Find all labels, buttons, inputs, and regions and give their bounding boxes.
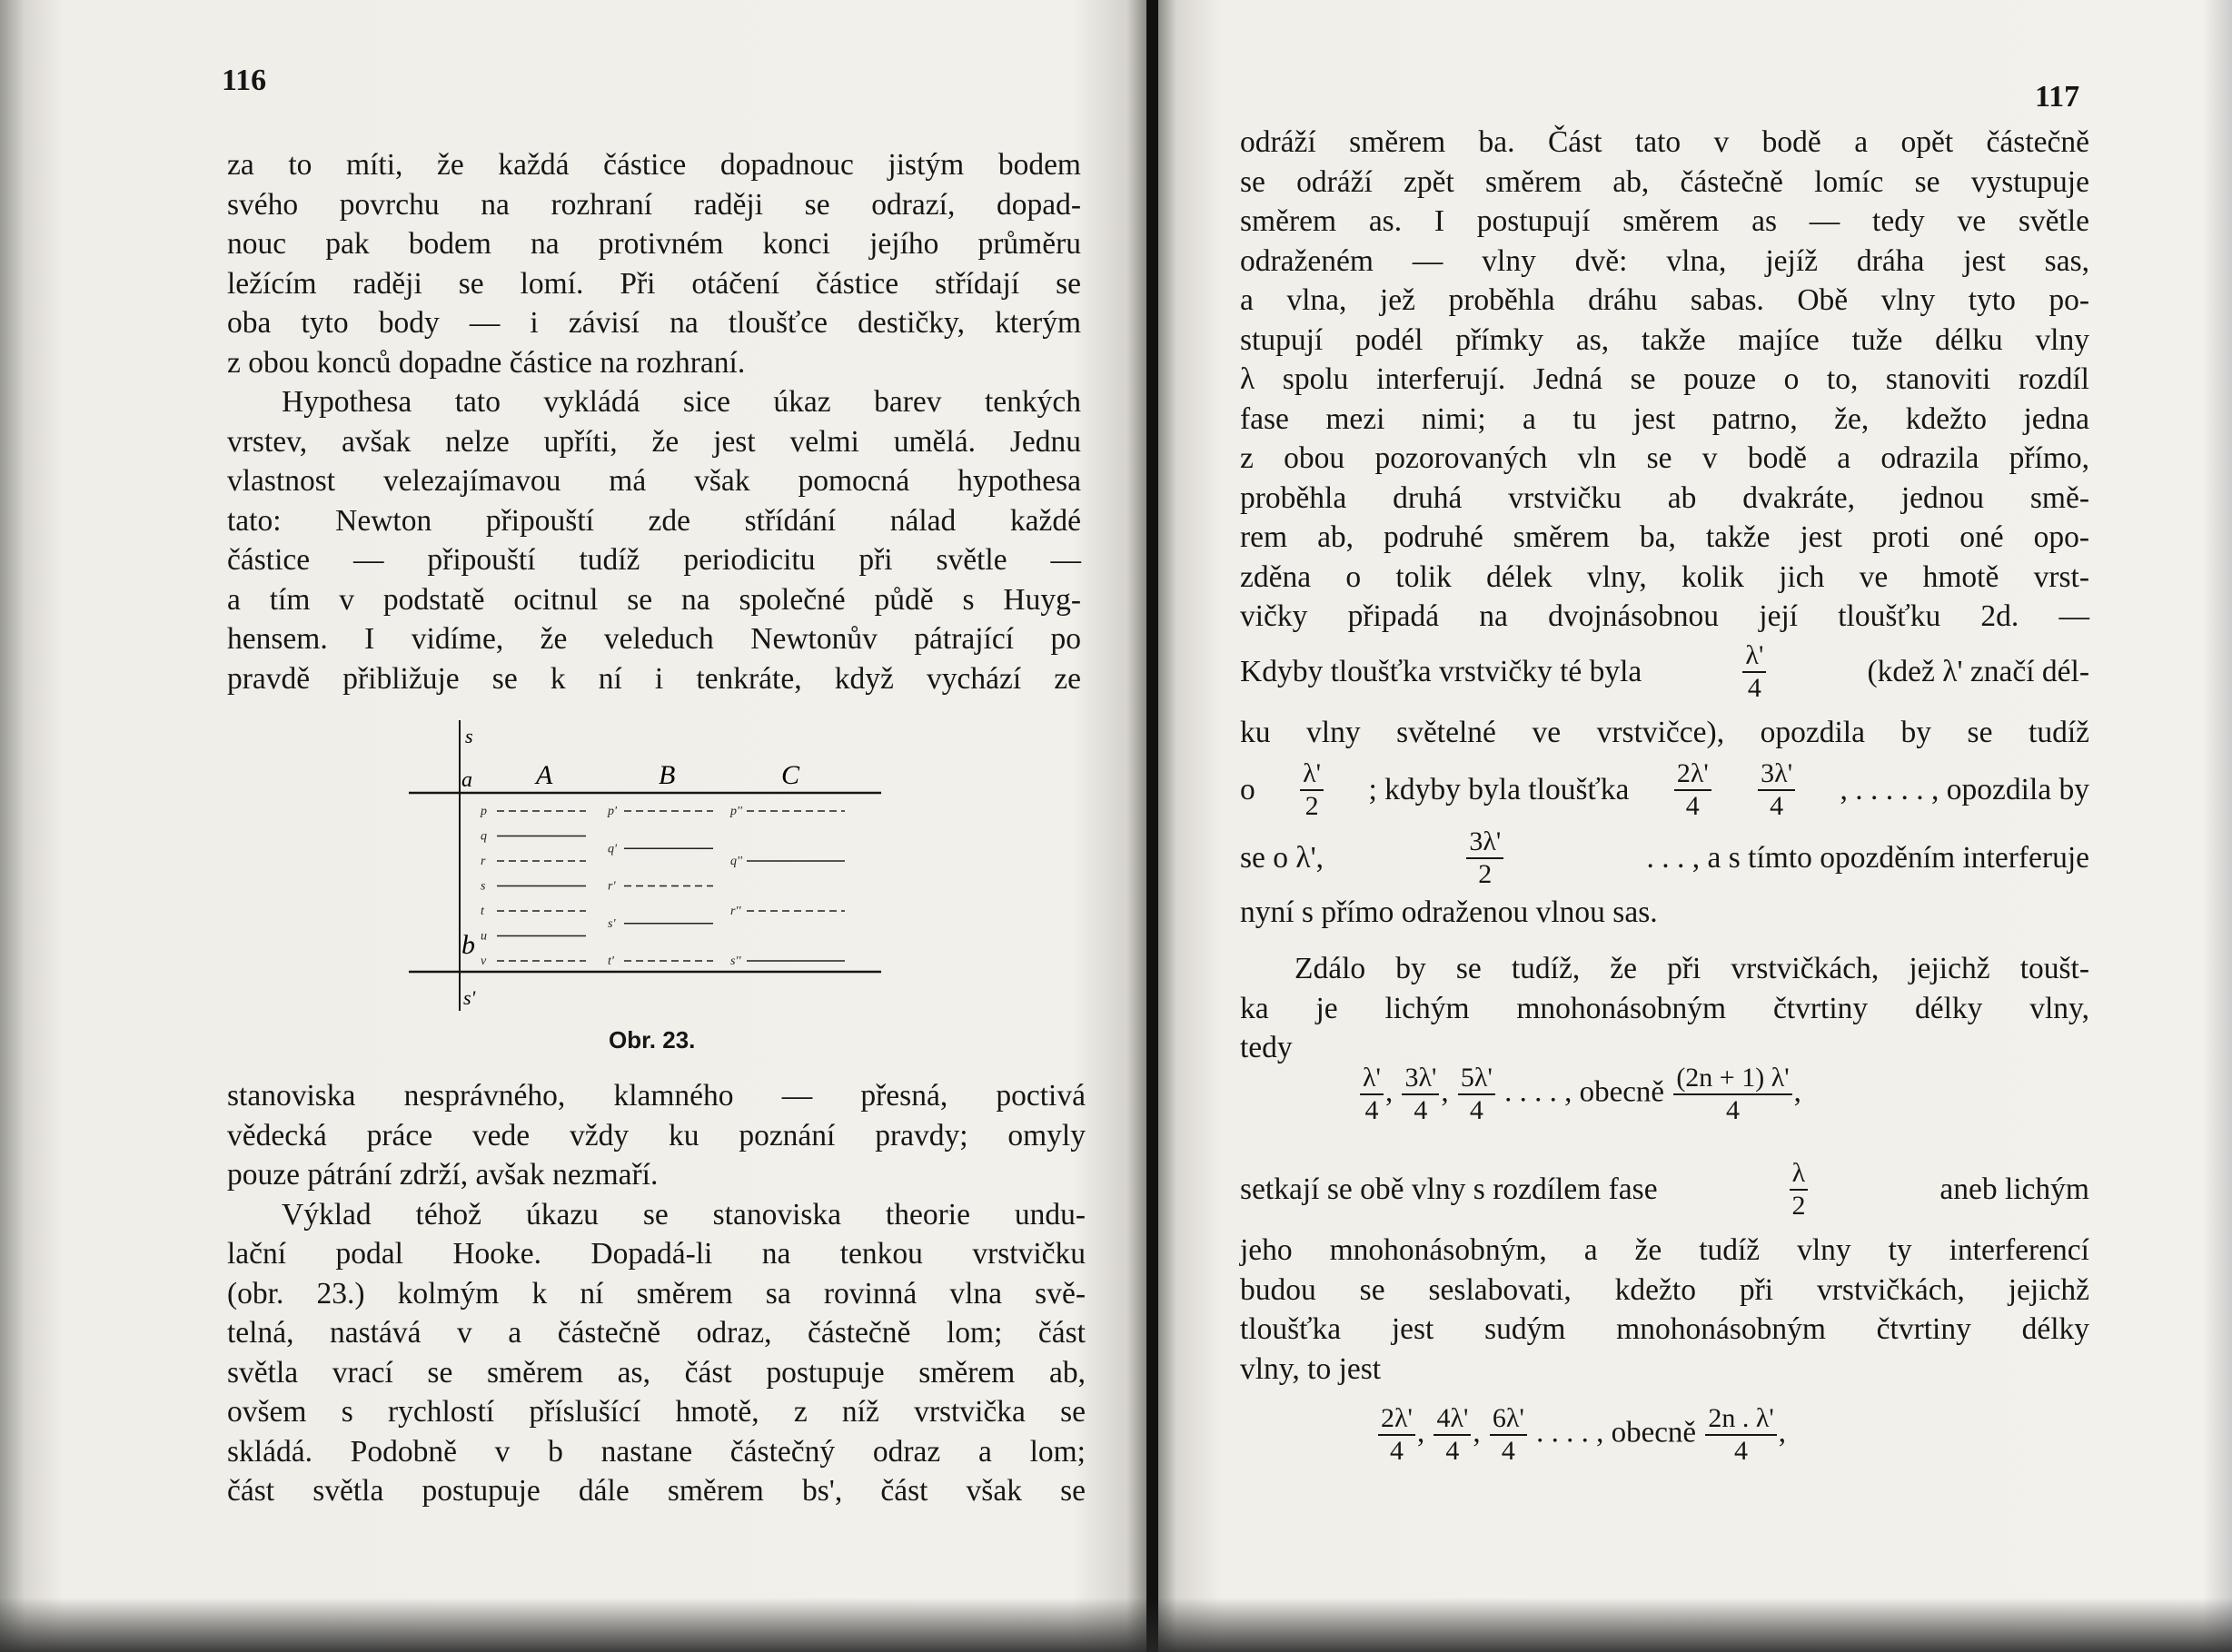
formula-line-2 [1240, 758, 2089, 822]
fraction-numerator: 3λ' [1402, 1063, 1439, 1095]
text-segment: Kdyby tloušťka vrstvičky té byla [1240, 655, 1642, 688]
figure-row-label: s [481, 879, 486, 894]
fraction-numerator: 5λ' [1458, 1063, 1495, 1095]
text-line: (obr. 23.) kolmým k ní směrem sa rovinná vlna svě- [227, 1276, 1086, 1311]
text-line: telná, nastává v a částečně odraz, částečně lom; část [227, 1316, 1086, 1350]
fraction [1458, 1063, 1495, 1126]
fraction-denominator: 4 [1414, 1095, 1428, 1125]
book-gutter [1146, 0, 1158, 1652]
right-text-block-1 [1240, 123, 2089, 637]
text-line: skládá. Podobně v b nastane částečný odraz a lom; [227, 1434, 1086, 1469]
fraction-numerator: λ [1790, 1158, 1809, 1191]
text-line: vrstev, avšak nelze upříti, že jest velmi umělá. Jednu [227, 424, 1081, 459]
fraction-denominator: 4 [1445, 1436, 1460, 1466]
fraction [1300, 758, 1324, 822]
formula-line-3 [1240, 826, 2089, 890]
figure-row-label: q' [608, 842, 617, 856]
text-line: vlny, to jest [1240, 1351, 1382, 1386]
fraction [1490, 1403, 1527, 1467]
text-line: jeho mnohonásobným, a že tudíž vlny ty interferencí [1240, 1233, 2089, 1267]
figure-row-label: r' [608, 879, 616, 894]
fraction-denominator: 4 [1685, 791, 1700, 821]
fraction [1673, 1063, 1791, 1126]
fraction-numerator: 2λ' [1378, 1403, 1415, 1436]
text-line: λ spolu interferují. Jedná se pouze o to, stanoviti rozdíl [1240, 362, 2089, 396]
text-line: ku vlny světelné ve vrstvičce), opozdila by se tudíž [1240, 716, 2089, 749]
text-line: pravdě přibližuje se k ní i tenkráte, když vychází ze [227, 661, 1081, 696]
text-segment: (kdež λ' značí dél- [1867, 655, 2089, 688]
text-segment: . . . . , obecně [1504, 1075, 1665, 1109]
text-line: z obou pozorovaných vln se v bodě a odrazila přímo, [1240, 441, 2089, 475]
text-line: za to míti, že každá částice dopadnouc jistým bodem [227, 148, 1081, 182]
figure-row-label: p' [608, 805, 617, 818]
fraction [1402, 1063, 1439, 1126]
left-text-block-2 [227, 1076, 1086, 1511]
fig-label-a: a [461, 768, 472, 792]
fraction-denominator: 4 [1364, 1095, 1379, 1125]
text-line: svého povrchu na rozhraní raději se odrazí, dopad- [227, 187, 1081, 222]
text-line: stupují podél přímky as, takže majíce tuže délku vlny [1240, 322, 2089, 357]
text-segment: . . . , a s tímto opozděním interferuje [1646, 841, 2089, 875]
fraction [1790, 1158, 1809, 1222]
text-line: ovšem s rychlostí příslušící hmotě, z níž vrstvička se [227, 1395, 1086, 1429]
fraction [1742, 640, 1766, 704]
fraction [1674, 758, 1711, 822]
fraction-denominator: 2 [1478, 859, 1493, 889]
text-line: a vlna, jež proběhla dráhu sabas. Obě vlny tyto po- [1240, 283, 2089, 317]
fraction-denominator: 2 [1304, 791, 1319, 821]
text-line: tloušťka jest sudým mnohonásobným čtvrtiny délky [1240, 1312, 2089, 1346]
fraction [1758, 758, 1795, 822]
fraction-denominator: 4 [1501, 1436, 1515, 1466]
fraction-denominator: 2 [1791, 1191, 1806, 1221]
text-line: stanoviska nesprávného, klamného — přesná, poctivá [227, 1079, 1086, 1113]
figure-row-label: r'' [730, 905, 741, 918]
text-line: vlastnost velezajímavou má však pomocná hypothesa [227, 464, 1081, 498]
text-line: částice — připouští tudíž periodicitu při světle — [227, 543, 1081, 577]
figure-row-label: s'' [730, 955, 741, 968]
text-line: nouc pak bodem na protivném konci jejího průměru [227, 227, 1081, 261]
text-line: se odráží zpět směrem ab, částečně lomíc se vystupuje [1240, 164, 2089, 199]
text-line: budou se seslabovati, kdežto při vrstvičkách, jejichž [1240, 1272, 2089, 1307]
fraction-denominator: 4 [1734, 1436, 1749, 1466]
text-line: pouze pátrání zdrží, avšak nezmaří. [227, 1158, 659, 1192]
figure-row-label: t [481, 905, 484, 918]
fig-label-s-prime: s' [463, 986, 476, 1009]
fraction-numerator: 4λ' [1433, 1403, 1471, 1436]
fig-label-B: B [659, 760, 676, 790]
figure-caption: Obr. 23. [609, 1026, 696, 1054]
fig-label-A: A [536, 760, 553, 790]
figure-row-label: p [481, 805, 487, 818]
text-line: vičky připadá na dvojnásobnou její tloušťku 2d. — [1240, 599, 2089, 633]
formula-line-4 [1240, 1158, 2089, 1222]
text-segment: , . . . . . , opozdila by [1840, 773, 2089, 806]
text-line: rem ab, podruhé směrem ba, takže jest proti oné opo- [1240, 520, 2089, 554]
figure-diagram [400, 716, 890, 1015]
fraction [1466, 826, 1503, 890]
right-line-after-3 [1240, 893, 2089, 933]
fraction-denominator: 4 [1725, 1095, 1740, 1125]
text-line: hensem. I vidíme, že veleduch Newtonův pátrající po [227, 622, 1081, 656]
text-line: tato: Newton připouští zde střídání nálad každé [227, 503, 1081, 538]
fig-label-b: b [461, 930, 475, 960]
text-line: vědecká práce vede vždy ku poznání pravdy; omyly [227, 1118, 1086, 1152]
text-line: část světla postupuje dále směrem bs', část však se [227, 1474, 1086, 1508]
fraction-numerator: 2λ' [1674, 758, 1711, 791]
text-line: směrem as. I postupují směrem as — tedy ve světle [1240, 204, 2089, 238]
text-line: tedy [1240, 1031, 1293, 1064]
text-line: zděna o tolik délek vlny, kolik jich ve hmotě vrst- [1240, 559, 2089, 594]
formula-odd-multiples: $\frac{\lambda'}{4}$ , $\frac{3\lambda'}{4}$ , $\frac{5\lambda'}{4}$ . . . . , obecně $\frac{(2n + 1) \lambda'}{4}$ , [1358, 1063, 1801, 1126]
page-number-right: 117 [2035, 80, 2080, 114]
fig-label-s: s [465, 725, 473, 747]
page-bottom-shadow [0, 1598, 2232, 1652]
formula-even-multiples: $\frac{2\lambda'}{4}$ , $\frac{4\lambda'}{4}$ , $\frac{6\lambda'}{4}$ . . . . , obecně $\frac{2n . \lambda'}{4}$ , [1376, 1403, 1786, 1467]
text-line: nyní s přímo odraženou vlnou sas. [1240, 895, 1658, 929]
text-line: světla vrací se směrem as, část postupuje směrem ab, [227, 1355, 1086, 1390]
text-line: ležícím raději se lomí. Při otáčení částice střídají se [227, 266, 1081, 301]
fraction-numerator: λ' [1360, 1063, 1384, 1095]
page-number-left: 116 [222, 64, 267, 97]
formula-line-1 [1240, 640, 2089, 704]
text-segment: setkají se obě vlny s rozdílem fase [1240, 1172, 1658, 1206]
fraction-denominator: 4 [1747, 673, 1761, 703]
text-line: a tím v podstatě ocitnul se na společné půdě s Huyg- [227, 582, 1081, 617]
figure-row-label: t' [608, 955, 614, 968]
fraction [1705, 1403, 1776, 1467]
text-segment: ; kdyby byla tloušťka [1368, 773, 1630, 806]
right-paragraph-2 [1240, 949, 2089, 1068]
right-paragraph-3 [1240, 1231, 2089, 1389]
fraction-denominator: 4 [1389, 1436, 1404, 1466]
fraction [1433, 1403, 1471, 1467]
text-segment: aneb lichým [1939, 1172, 2089, 1206]
figure-row-label: q [481, 829, 487, 844]
fraction-numerator: 3λ' [1466, 826, 1503, 859]
figure-row-label: q'' [730, 855, 742, 868]
text-segment: se o λ', [1240, 841, 1324, 875]
right-line-after-1 [1240, 713, 2089, 753]
figure-thin-layer [400, 716, 890, 1015]
text-line: lační podal Hooke. Dopadá-li na tenkou vrstvičku [227, 1237, 1086, 1271]
figure-row-label: v [481, 955, 487, 968]
text-line: oba tyto body — i závisí na tloušťce destičky, kterým [227, 306, 1081, 340]
text-line: proběhla druhá vrstvičku ab dvakráte, jednou smě- [1240, 480, 2089, 515]
figure-row-label: u [481, 929, 487, 944]
figure-row-label: s' [608, 916, 616, 931]
fraction-numerator: 2n . λ' [1705, 1403, 1776, 1436]
text-line: Zdálo by se tudíž, že při vrstvičkách, jejichž toušt- [1295, 952, 2089, 985]
fraction [1378, 1403, 1415, 1467]
fraction [1360, 1063, 1384, 1126]
text-line: ka je lichým mnohonásobným čtvrtiny délky vlny, [1240, 991, 2089, 1025]
fraction-numerator: 6λ' [1490, 1403, 1527, 1436]
text-line: fase mezi nimi; a tu jest patrno, že, kdežto jedna [1240, 401, 2089, 436]
text-line: odraženém — vlny dvě: vlna, jejíž dráha jest sas, [1240, 243, 2089, 278]
text-line: z obou konců dopadne částice na rozhraní. [227, 345, 746, 380]
fraction-denominator: 4 [1770, 791, 1784, 821]
figure-row-label: p'' [730, 805, 742, 818]
fraction-numerator: λ' [1300, 758, 1324, 791]
text-line: Hypothesa tato vykládá sice úkaz barev tenkých [282, 385, 1081, 419]
fraction-numerator: (2n + 1) λ' [1673, 1063, 1791, 1095]
fraction-numerator: 3λ' [1758, 758, 1795, 791]
fraction-numerator: λ' [1742, 640, 1766, 673]
figure-row-label: r [481, 855, 486, 868]
fig-label-C: C [781, 760, 800, 790]
fraction-denominator: 4 [1469, 1095, 1483, 1125]
text-segment: . . . . , obecně [1536, 1416, 1697, 1449]
text-line: Výklad téhož úkazu se stanoviska theorie undu- [282, 1197, 1086, 1232]
text-line: odráží směrem ba. Část tato v bodě a opět částečně [1240, 125, 2089, 159]
text-segment: o [1240, 773, 1255, 806]
left-text-block-1 [227, 145, 1081, 698]
